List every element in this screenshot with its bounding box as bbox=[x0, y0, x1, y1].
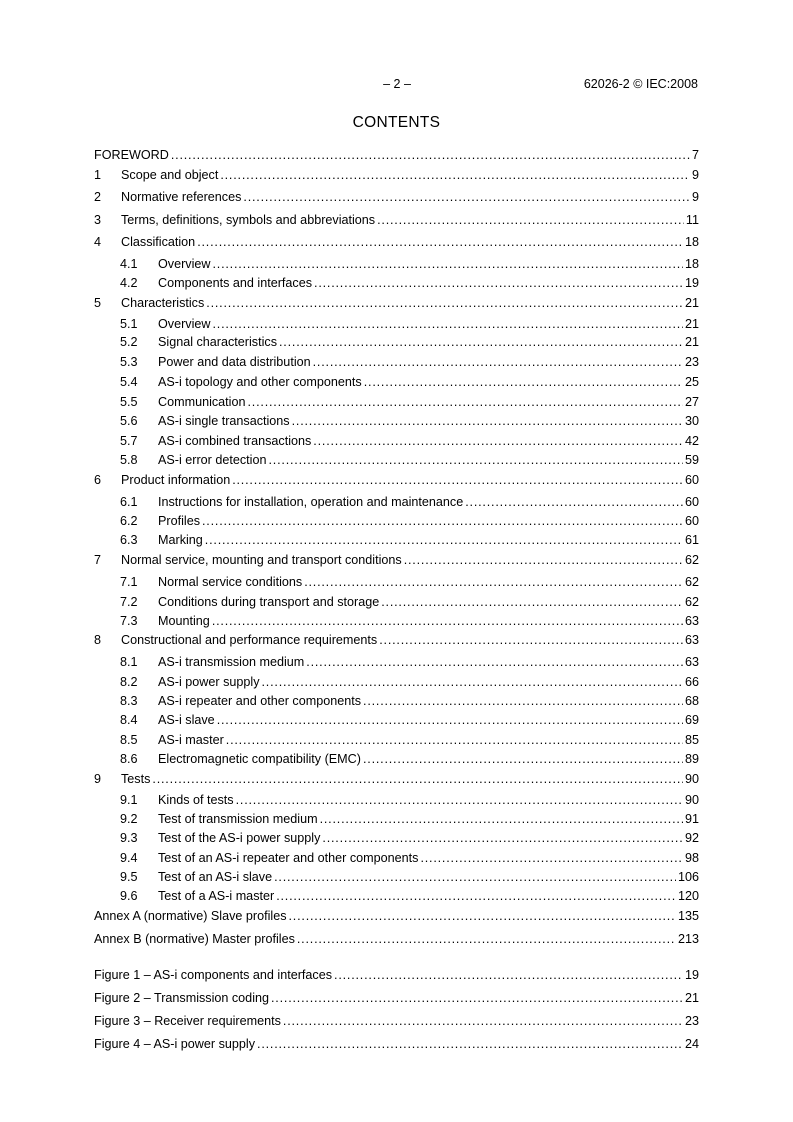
toc-entry[interactable] bbox=[94, 828, 699, 846]
toc-entry-page: 30 bbox=[684, 414, 699, 428]
toc-entry[interactable] bbox=[94, 848, 699, 866]
toc-entry-page: 90 bbox=[684, 772, 699, 786]
toc-entry-title: Test of transmission medium bbox=[158, 812, 318, 826]
toc-entry-page: 9 bbox=[691, 190, 699, 204]
toc-entry-title: Signal characteristics bbox=[158, 335, 277, 349]
toc-entry-page: 23 bbox=[684, 1014, 699, 1028]
toc-entry-page: 63 bbox=[684, 655, 699, 669]
toc-entry-number: 2 bbox=[94, 190, 102, 204]
toc-dot-leader bbox=[363, 752, 683, 767]
toc-dot-leader bbox=[205, 533, 683, 548]
toc-entry-page: 11 bbox=[685, 213, 699, 227]
toc-entry[interactable] bbox=[94, 886, 699, 904]
toc-entry-title: Marking bbox=[158, 533, 203, 547]
toc-entry-title: Figure 1 – AS-i components and interfaces bbox=[94, 968, 333, 982]
toc-entry-title: AS-i single transactions bbox=[158, 414, 290, 428]
toc-entry-number: 9.3 bbox=[120, 831, 138, 845]
toc-entry[interactable] bbox=[94, 372, 699, 390]
toc-entry-page: 23 bbox=[684, 355, 699, 369]
toc-dot-leader bbox=[404, 553, 683, 568]
toc-entry-number: 9.2 bbox=[120, 812, 138, 826]
toc-dot-leader bbox=[236, 793, 683, 808]
toc-entry-number: 8.6 bbox=[120, 752, 138, 766]
toc-dot-leader bbox=[232, 473, 683, 488]
toc-entry-page: 60 bbox=[684, 473, 699, 487]
toc-entry-number: 6.1 bbox=[120, 495, 138, 509]
toc-entry-page: 63 bbox=[684, 614, 699, 628]
toc-dot-leader bbox=[262, 675, 683, 690]
page-number: – 2 – bbox=[383, 77, 411, 91]
toc-entry[interactable] bbox=[94, 210, 699, 228]
toc-entry-title: Test of the AS-i power supply bbox=[158, 831, 321, 845]
toc-entry-page: 59 bbox=[684, 453, 699, 467]
toc-entry-number: 9.5 bbox=[120, 870, 138, 884]
toc-entry[interactable] bbox=[94, 988, 699, 1006]
toc-entry-page: 24 bbox=[684, 1037, 699, 1051]
toc-dot-leader bbox=[220, 168, 690, 183]
toc-entry-number: 5.6 bbox=[120, 414, 138, 428]
toc-entry-page: 19 bbox=[684, 968, 699, 982]
toc-entry-title: Figure 3 – Receiver requirements bbox=[94, 1014, 281, 1028]
toc-dot-leader bbox=[274, 870, 676, 885]
toc-entry-page: 21 bbox=[684, 335, 699, 349]
toc-entry-number: 7.1 bbox=[120, 575, 138, 589]
toc-entry[interactable] bbox=[94, 550, 699, 568]
toc-entry-title: Characteristics bbox=[121, 296, 205, 310]
toc-entry-number: 8 bbox=[94, 633, 102, 647]
toc-entry-title: AS-i transmission medium bbox=[158, 655, 305, 669]
toc-entry-page: 92 bbox=[684, 831, 699, 845]
toc-entry-page: 19 bbox=[684, 276, 699, 290]
toc-entry[interactable] bbox=[94, 470, 699, 488]
toc-entry[interactable] bbox=[94, 165, 699, 183]
toc-entry[interactable] bbox=[94, 530, 699, 548]
toc-entry-title: Overview bbox=[158, 317, 211, 331]
toc-entry-title: Constructional and performance requirements bbox=[121, 633, 378, 647]
toc-entry-title: AS-i topology and other components bbox=[158, 375, 362, 389]
toc-entry-title: Normal service, mounting and transport conditions bbox=[121, 553, 402, 567]
toc-entry-number: 8.2 bbox=[120, 675, 138, 689]
toc-entry-title: Figure 2 – Transmission coding bbox=[94, 991, 269, 1005]
toc-entry-number: 3 bbox=[94, 213, 102, 227]
toc-entry[interactable] bbox=[94, 352, 699, 370]
toc-entry[interactable] bbox=[94, 611, 699, 629]
toc-dot-leader bbox=[283, 1014, 683, 1029]
toc-entry[interactable] bbox=[94, 411, 699, 429]
toc-entry-page: 106 bbox=[677, 870, 699, 884]
toc-entry-title: FOREWORD bbox=[94, 148, 169, 162]
toc-entry[interactable] bbox=[94, 187, 699, 205]
toc-entry-page: 60 bbox=[684, 495, 699, 509]
toc-entry-number: 9.1 bbox=[120, 793, 138, 807]
toc-dot-leader bbox=[212, 257, 683, 272]
toc-entry-title: Components and interfaces bbox=[158, 276, 313, 290]
toc-dot-leader bbox=[320, 812, 683, 827]
toc-entry-page: 62 bbox=[684, 575, 699, 589]
toc-entry-page: 61 bbox=[684, 533, 699, 547]
toc-entry-number: 5.7 bbox=[120, 434, 138, 448]
toc-dot-leader bbox=[322, 831, 683, 846]
toc-dot-leader bbox=[465, 495, 683, 510]
toc-entry-title: AS-i combined transactions bbox=[158, 434, 312, 448]
toc-entry-title: AS-i master bbox=[158, 733, 224, 747]
toc-entry-number: 9.4 bbox=[120, 851, 138, 865]
toc-dot-leader bbox=[226, 733, 683, 748]
toc-entry-page: 27 bbox=[684, 395, 699, 409]
toc-dot-leader bbox=[152, 772, 683, 787]
toc-entry-page: 60 bbox=[684, 514, 699, 528]
toc-entry-page: 98 bbox=[684, 851, 699, 865]
toc-dot-leader bbox=[304, 575, 683, 590]
toc-entry-page: 66 bbox=[684, 675, 699, 689]
toc-entry[interactable] bbox=[94, 273, 699, 291]
toc-entry-title: Mounting bbox=[158, 614, 210, 628]
toc-dot-leader bbox=[313, 434, 683, 449]
toc-dot-leader bbox=[269, 453, 683, 468]
toc-entry[interactable] bbox=[94, 652, 699, 670]
toc-entry-page: 213 bbox=[677, 932, 699, 946]
toc-dot-leader bbox=[306, 655, 683, 670]
toc-dot-leader bbox=[334, 968, 683, 983]
toc-entry[interactable] bbox=[94, 906, 699, 924]
toc-dot-leader bbox=[377, 213, 684, 228]
toc-entry-page: 69 bbox=[684, 713, 699, 727]
toc-dot-leader bbox=[206, 296, 683, 311]
toc-dot-leader bbox=[212, 317, 683, 332]
toc-entry-title: Classification bbox=[121, 235, 196, 249]
toc-entry-page: 62 bbox=[684, 595, 699, 609]
toc-entry-number: 6.3 bbox=[120, 533, 138, 547]
toc-entry-number: 4.1 bbox=[120, 257, 138, 271]
toc-dot-leader bbox=[297, 932, 676, 947]
toc-entry[interactable] bbox=[94, 867, 699, 885]
toc-entry-page: 42 bbox=[684, 434, 699, 448]
toc-dot-leader bbox=[243, 190, 690, 205]
toc-entry[interactable] bbox=[94, 730, 699, 748]
toc-entry[interactable] bbox=[94, 1011, 699, 1029]
toc-dot-leader bbox=[292, 414, 683, 429]
toc-dot-leader bbox=[363, 694, 683, 709]
toc-entry-title: Test of an AS-i repeater and other components bbox=[158, 851, 419, 865]
toc-entry-page: 62 bbox=[684, 553, 699, 567]
toc-entry-page: 120 bbox=[677, 889, 699, 903]
toc-entry[interactable] bbox=[94, 511, 699, 529]
toc-dot-leader bbox=[248, 395, 683, 410]
toc-entry-page: 89 bbox=[684, 752, 699, 766]
toc-entry-number: 9 bbox=[94, 772, 102, 786]
toc-entry-title: Electromagnetic compatibility (EMC) bbox=[158, 752, 361, 766]
toc-entry-page: 135 bbox=[677, 909, 699, 923]
toc-entry[interactable] bbox=[94, 572, 699, 590]
toc-entry[interactable] bbox=[94, 431, 699, 449]
toc-entry-title: Annex A (normative) Slave profiles bbox=[94, 909, 287, 923]
toc-entry-number: 5.5 bbox=[120, 395, 138, 409]
toc-entry[interactable] bbox=[94, 790, 699, 808]
toc-dot-leader bbox=[257, 1037, 683, 1052]
toc-entry-number: 8.3 bbox=[120, 694, 138, 708]
toc-entry-number: 1 bbox=[94, 168, 102, 182]
toc-entry-page: 68 bbox=[684, 694, 699, 708]
toc-entry-title: AS-i slave bbox=[158, 713, 215, 727]
toc-entry-page: 21 bbox=[684, 317, 699, 331]
toc-entry-page: 63 bbox=[684, 633, 699, 647]
toc-entry-title: Instructions for installation, operation and maintenance bbox=[158, 495, 464, 509]
toc-entry-title: Normal service conditions bbox=[158, 575, 303, 589]
toc-entry-title: Figure 4 – AS-i power supply bbox=[94, 1037, 256, 1051]
toc-dot-leader bbox=[171, 148, 690, 163]
toc-entry[interactable] bbox=[94, 392, 699, 410]
toc-entry[interactable] bbox=[94, 672, 699, 690]
toc-entry-number: 7.2 bbox=[120, 595, 138, 609]
toc-entry-page: 90 bbox=[684, 793, 699, 807]
toc-entry-page: 18 bbox=[684, 257, 699, 271]
toc-entry[interactable] bbox=[94, 769, 699, 787]
toc-entry-title: Power and data distribution bbox=[158, 355, 311, 369]
toc-dot-leader bbox=[276, 889, 676, 904]
toc-entry-number: 8.4 bbox=[120, 713, 138, 727]
toc-entry[interactable] bbox=[94, 293, 699, 311]
toc-entry[interactable] bbox=[94, 145, 699, 163]
toc-dot-leader bbox=[197, 235, 683, 250]
toc-entry[interactable] bbox=[94, 592, 699, 610]
contents-heading: CONTENTS bbox=[352, 114, 441, 131]
toc-entry[interactable] bbox=[94, 965, 699, 983]
toc-entry[interactable] bbox=[94, 232, 699, 250]
toc-dot-leader bbox=[289, 909, 676, 924]
toc-entry[interactable] bbox=[94, 749, 699, 767]
toc-entry-title: Conditions during transport and storage bbox=[158, 595, 380, 609]
toc-entry-title: AS-i power supply bbox=[158, 675, 260, 689]
toc-dot-leader bbox=[379, 633, 683, 648]
toc-entry-number: 5.1 bbox=[120, 317, 138, 331]
toc-entry-number: 5.4 bbox=[120, 375, 138, 389]
toc-entry-title: Kinds of tests bbox=[158, 793, 234, 807]
toc-entry-number: 9.6 bbox=[120, 889, 138, 903]
toc-entry[interactable] bbox=[94, 254, 699, 272]
toc-entry[interactable] bbox=[94, 630, 699, 648]
toc-entry-number: 5.2 bbox=[120, 335, 138, 349]
toc-entry-title: AS-i repeater and other components bbox=[158, 694, 362, 708]
toc-entry[interactable] bbox=[94, 332, 699, 350]
toc-entry-title: Product information bbox=[121, 473, 231, 487]
toc-dot-leader bbox=[271, 991, 683, 1006]
toc-dot-leader bbox=[313, 355, 683, 370]
toc-entry-page: 21 bbox=[684, 296, 699, 310]
toc-entry-title: Normative references bbox=[121, 190, 242, 204]
toc-entry-number: 5 bbox=[94, 296, 102, 310]
toc-entry[interactable] bbox=[94, 1034, 699, 1052]
toc-entry-number: 4.2 bbox=[120, 276, 138, 290]
toc-entry[interactable] bbox=[94, 809, 699, 827]
toc-dot-leader bbox=[202, 514, 683, 529]
toc-entry-title: AS-i error detection bbox=[158, 453, 267, 467]
toc-entry[interactable] bbox=[94, 929, 699, 947]
toc-entry[interactable] bbox=[94, 710, 699, 728]
toc-entry-title: Test of a AS-i master bbox=[158, 889, 275, 903]
toc-entry-number: 4 bbox=[94, 235, 102, 249]
toc-entry[interactable] bbox=[94, 492, 699, 510]
toc-entry[interactable] bbox=[94, 691, 699, 709]
toc-dot-leader bbox=[217, 713, 683, 728]
toc-entry-title: Overview bbox=[158, 257, 211, 271]
toc-entry-page: 18 bbox=[684, 235, 699, 249]
toc-dot-leader bbox=[420, 851, 683, 866]
toc-entry-number: 8.1 bbox=[120, 655, 138, 669]
toc-entry-title: Scope and object bbox=[121, 168, 219, 182]
toc-dot-leader bbox=[279, 335, 683, 350]
toc-dot-leader bbox=[212, 614, 683, 629]
toc-entry-number: 8.5 bbox=[120, 733, 138, 747]
toc-entry-title: Terms, definitions, symbols and abbreviations bbox=[121, 213, 376, 227]
toc-dot-leader bbox=[381, 595, 683, 610]
toc-entry-page: 9 bbox=[691, 168, 699, 182]
toc-entry-number: 5.3 bbox=[120, 355, 138, 369]
toc-entry-page: 91 bbox=[684, 812, 699, 826]
toc-entry-title: Tests bbox=[121, 772, 151, 786]
toc-entry-page: 7 bbox=[691, 148, 699, 162]
toc-entry-title: Communication bbox=[158, 395, 246, 409]
toc-dot-leader bbox=[314, 276, 683, 291]
toc-entry-title: Profiles bbox=[158, 514, 200, 528]
toc-entry-number: 6.2 bbox=[120, 514, 138, 528]
toc-entry[interactable] bbox=[94, 450, 699, 468]
toc-entry[interactable] bbox=[94, 314, 699, 332]
toc-entry-page: 25 bbox=[684, 375, 699, 389]
toc-entry-page: 21 bbox=[684, 991, 699, 1005]
toc-entry-number: 7 bbox=[94, 553, 102, 567]
toc-entry-page: 85 bbox=[684, 733, 699, 747]
toc-entry-number: 5.8 bbox=[120, 453, 138, 467]
toc-dot-leader bbox=[364, 375, 683, 390]
toc-entry-number: 6 bbox=[94, 473, 102, 487]
toc-entry-number: 7.3 bbox=[120, 614, 138, 628]
toc-entry-title: Annex B (normative) Master profiles bbox=[94, 932, 295, 946]
toc-entry-title: Test of an AS-i slave bbox=[158, 870, 273, 884]
document-identifier: 62026-2 © IEC:2008 bbox=[583, 77, 698, 91]
